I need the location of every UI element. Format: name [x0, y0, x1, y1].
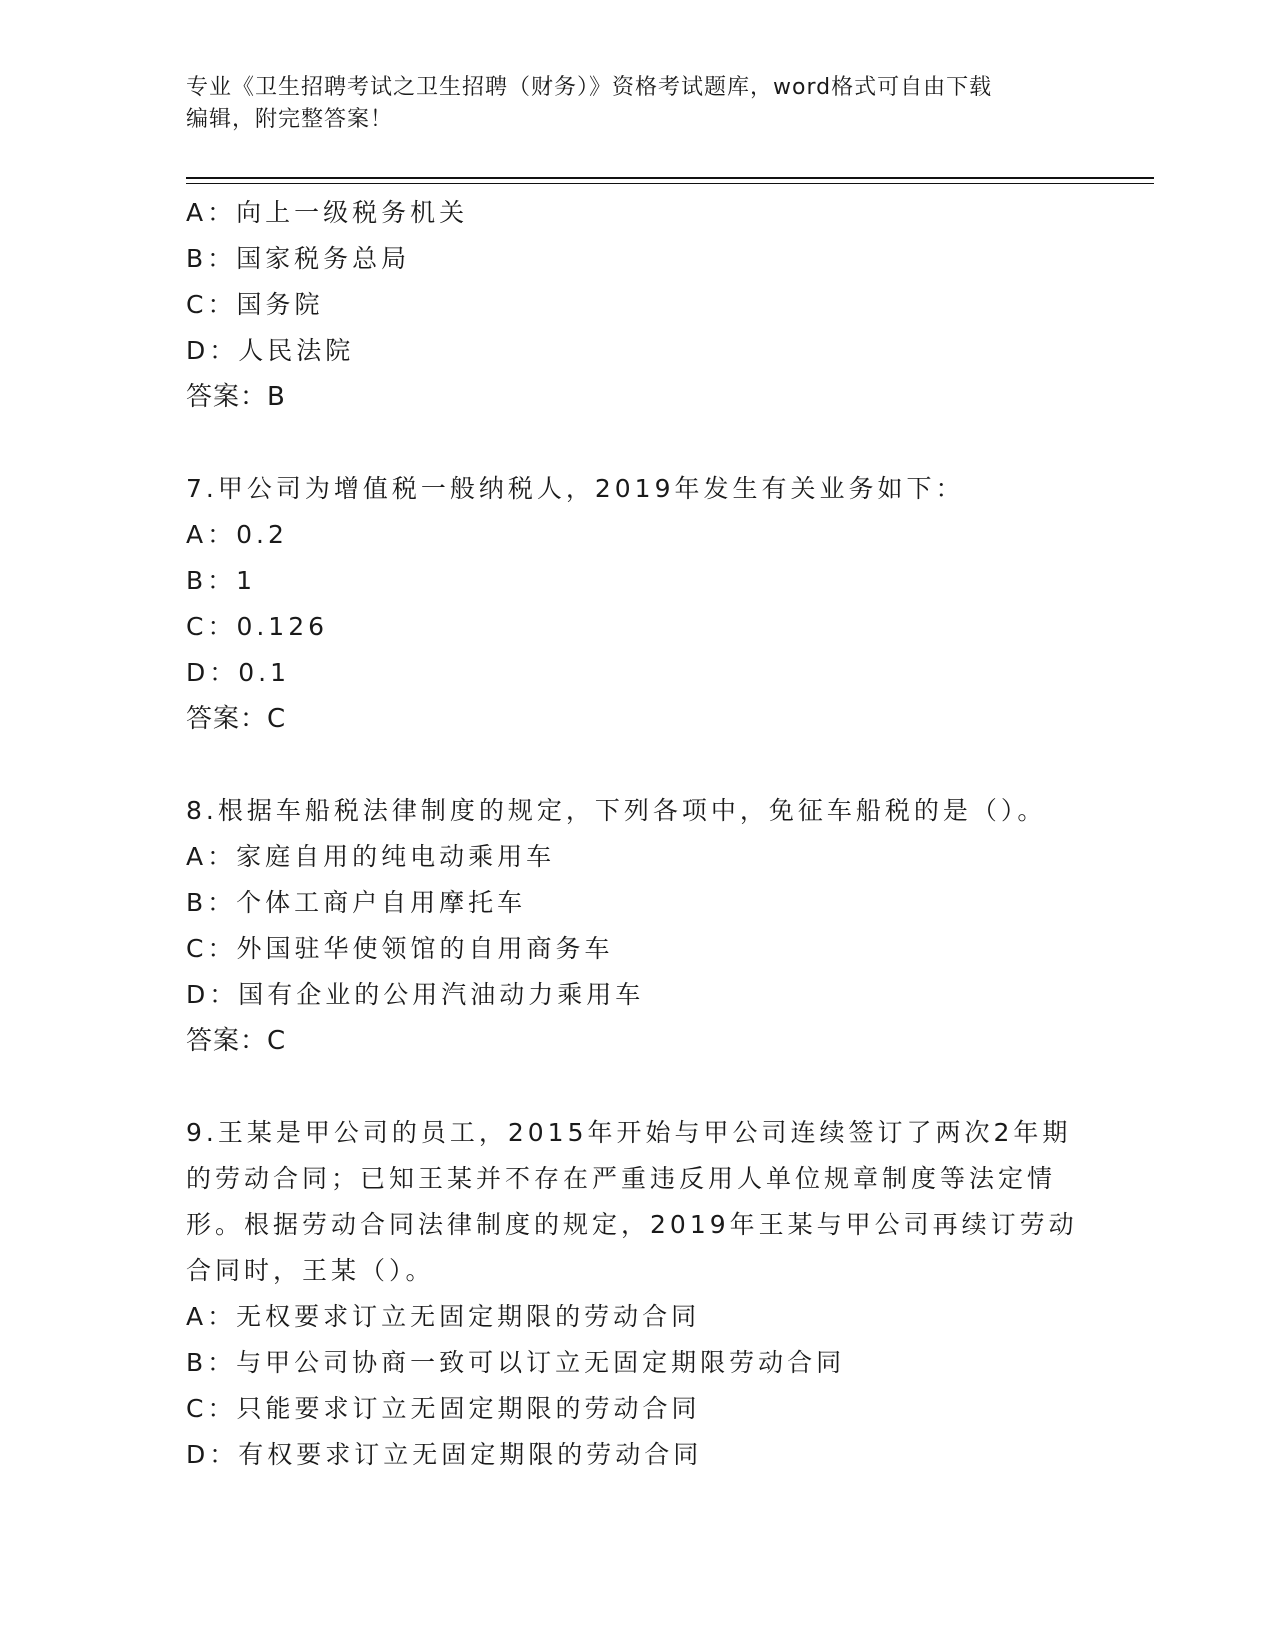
question-6 [186, 190, 1066, 420]
option-b: B：个体工商户自用摩托车 [186, 888, 527, 917]
document-header [186, 72, 1066, 136]
option-c: C：外国驻华使领馆的自用商务车 [186, 934, 614, 963]
option-b: B：国家税务总局 [186, 244, 411, 273]
spacer [186, 742, 1066, 788]
header-line-1: 专业《卫生招聘考试之卫生招聘（财务）》资格考试题库，word格式可自由下载 [186, 75, 993, 100]
question-7 [186, 466, 1066, 742]
option-a: A：向上一级税务机关 [186, 198, 469, 227]
question-text-line-1: 9.王某是甲公司的员工，2015年开始与甲公司连续签订了两次2年期 [186, 1118, 1072, 1147]
question-text-line-3: 形。根据劳动合同法律制度的规定，2019年王某与甲公司再续订劳动 [186, 1210, 1078, 1239]
question-list [186, 190, 1078, 1478]
question-text-line-2: 的劳动合同；已知王某并不存在严重违反用人单位规章制度等法定情 [186, 1164, 1057, 1193]
option-c: C：国务院 [186, 290, 324, 319]
option-a: A：0.2 [186, 520, 288, 549]
option-c: C：0.126 [186, 612, 329, 641]
option-b: B：与甲公司协商一致可以订立无固定期限劳动合同 [186, 1348, 846, 1377]
spacer [186, 420, 1066, 466]
question-8 [186, 788, 1066, 1064]
question-text-line-4: 合同时，王某（）。 [186, 1256, 435, 1285]
header-divider-thick [186, 177, 1154, 179]
header-line-2: 编辑，附完整答案！ [186, 107, 394, 132]
question-text: 7.甲公司为增值税一般纳税人，2019年发生有关业务如下： [186, 474, 965, 503]
spacer [186, 1064, 1066, 1110]
answer: 答案：B [186, 382, 286, 412]
option-a: A：无权要求订立无固定期限的劳动合同 [186, 1302, 701, 1331]
option-c: C：只能要求订立无固定期限的劳动合同 [186, 1394, 701, 1423]
option-d: D：0.1 [186, 658, 291, 687]
question-text: 8.根据车船税法律制度的规定，下列各项中，免征车船税的是（）。 [186, 796, 1047, 825]
option-a: A：家庭自用的纯电动乘用车 [186, 842, 556, 871]
header-divider-thin [186, 183, 1154, 184]
answer: 答案：C [186, 704, 287, 734]
answer: 答案：C [186, 1026, 287, 1056]
question-9 [186, 1110, 1078, 1478]
option-d: D：人民法院 [186, 336, 355, 365]
option-d: D：有权要求订立无固定期限的劳动合同 [186, 1440, 703, 1469]
option-b: B：1 [186, 566, 257, 595]
option-d: D：国有企业的公用汽油动力乘用车 [186, 980, 645, 1009]
